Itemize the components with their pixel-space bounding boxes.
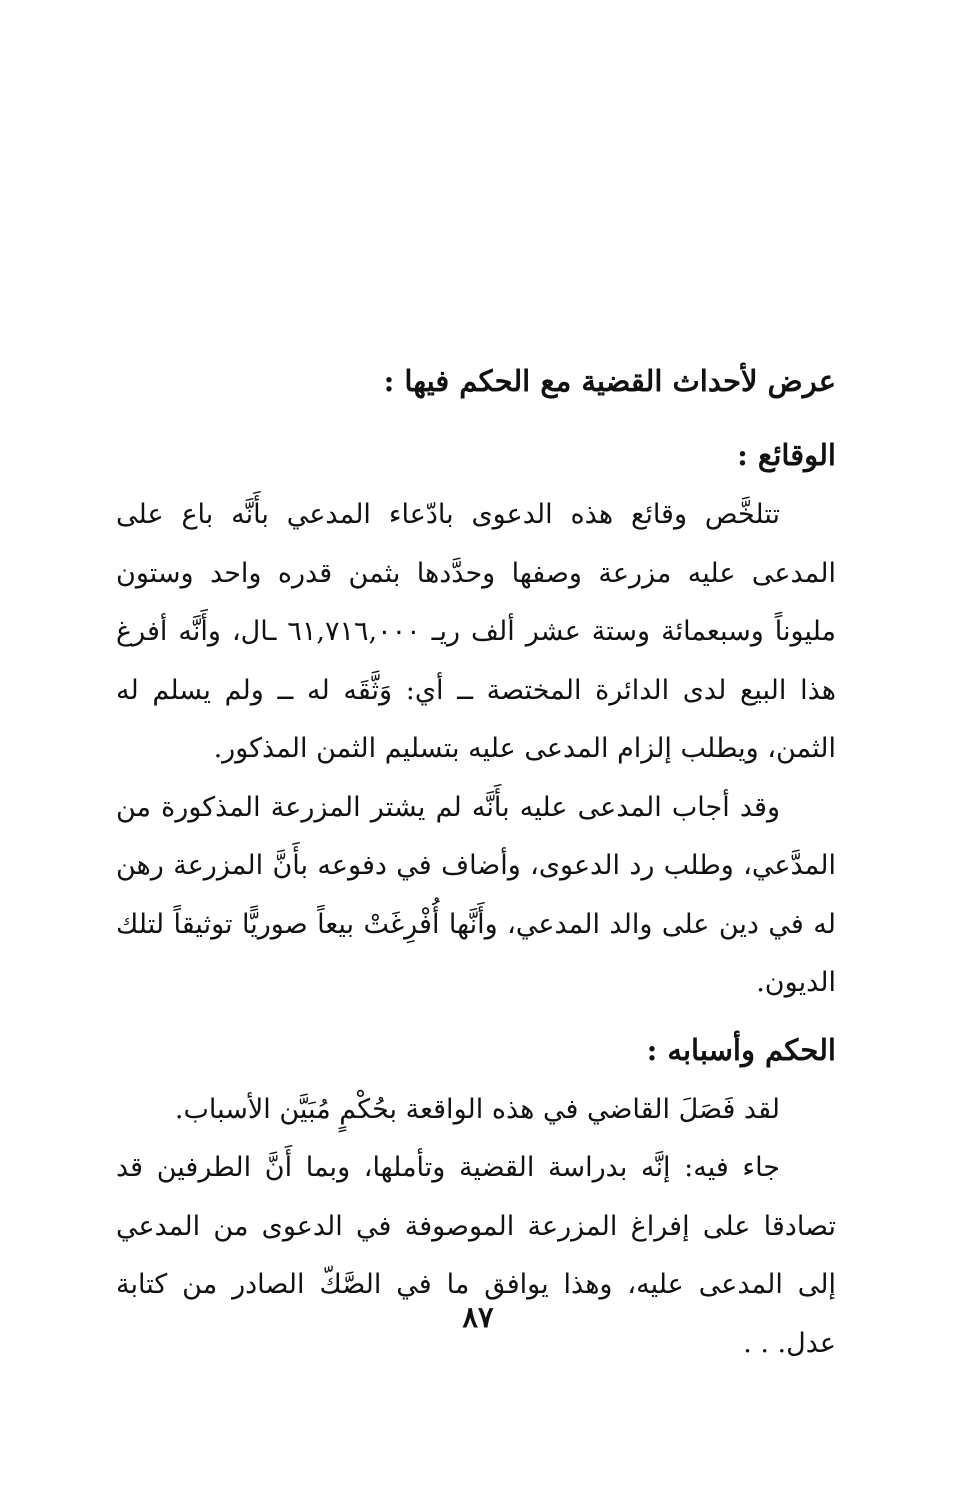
facts-heading: الوقائع : <box>737 438 836 472</box>
ruling-paragraph: لقد فَصَلَ القاضي في هذه الواقعة بحُكْمٍ مُبَيَّن الأسباب. <box>174 1093 780 1125</box>
ruling-heading: الحكم وأسبابه : <box>646 1032 836 1067</box>
facts-paragraph: وقد أجاب المدعى عليه بأَنَّه لم يشتر المزرعة المذكورة من المدَّعي، وطلب رد الدعوى، وأضاف في دفوعه بأَنَّ المزرعة رهن له في دين على والد المدعي، وأَنَّها أُفْرِغَتْ بيعاً صوريًّا توثيقاً لتلك الديون. <box>116 791 836 998</box>
page-text-block <box>116 350 836 1373</box>
page-number: ٨٧ <box>462 1300 494 1334</box>
section-title: عرض لأحداث القضية مع الحكم فيها : <box>383 364 836 398</box>
facts-paragraph: تتلخَّص وقائع هذه الدعوى بادّعاء المدعي بأَنَّه باع على المدعى عليه مزرعة وصفها وحدَّدها بثمن قدره واحد وستون مليوناً وسبعمائة وستة عشر ألف ريـ ٦١,٧١٦,٠٠٠ ـال، وأَنَّه أفرغ هذا البيع لدى الدائرة المختصة ــ أي: وَثَّقَه له ــ ولم يسلم له الثمن، ويطلب إلزام المدعى عليه بتسليم الثمن المذكور. <box>116 499 836 764</box>
ruling-paragraph: جاء فيه: إنَّه بدراسة القضية وتأملها، وبما أَنَّ الطرفين قد تصادقا على إفراغ المزرعة الموصوفة في الدعوى من المدعي إلى المدعى عليه، وهذا يوافق ما في الصَّكّ الصادر من كتابة عدل. . . <box>116 1152 836 1359</box>
